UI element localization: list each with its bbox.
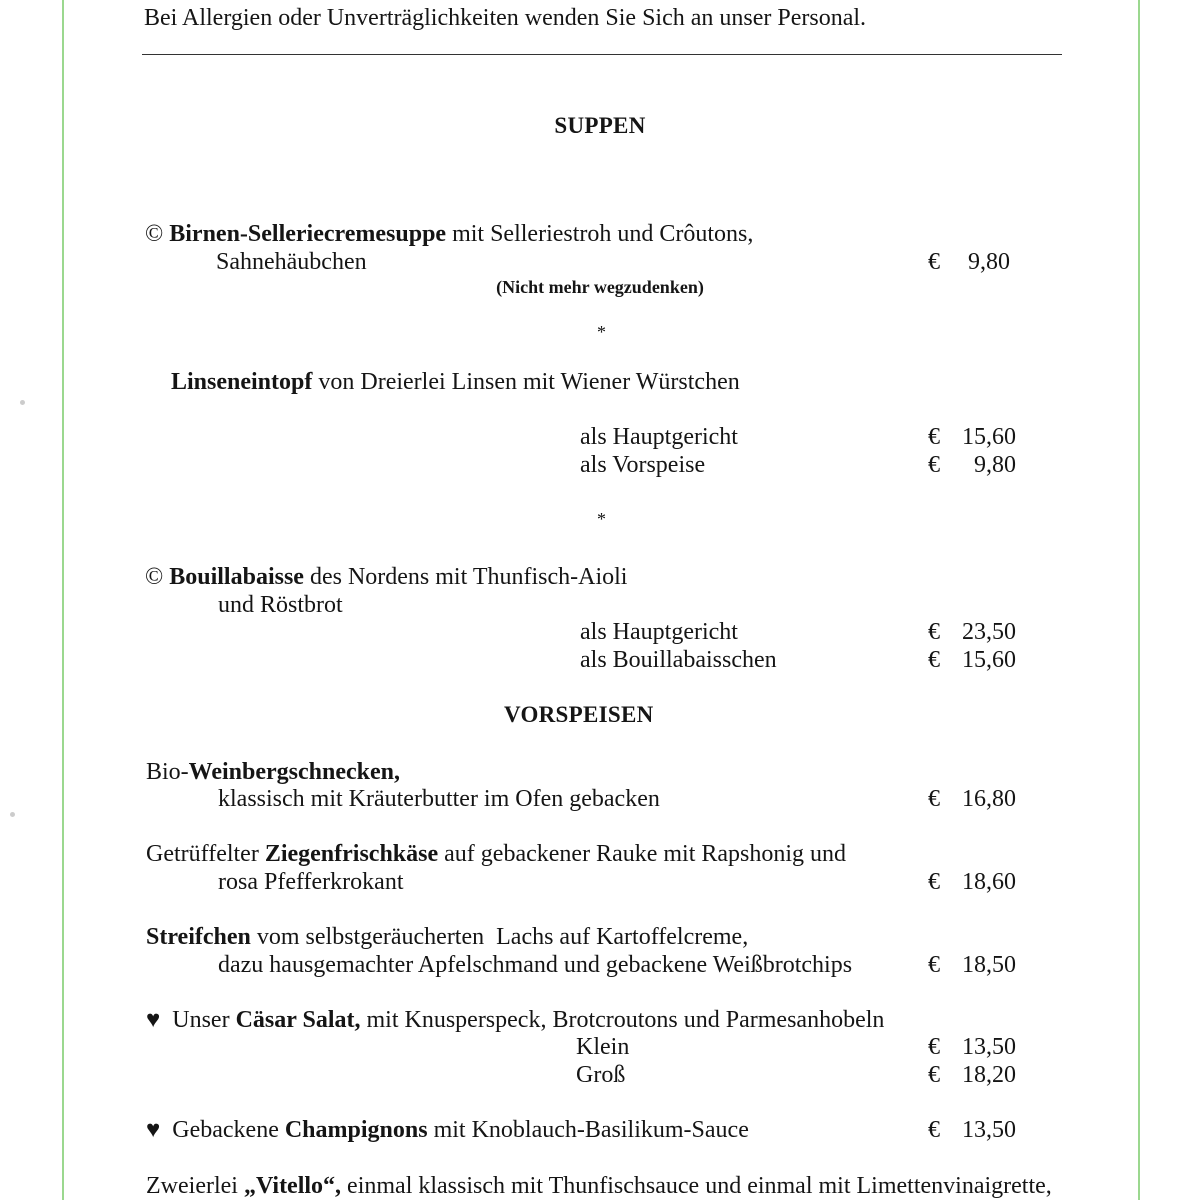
- price-streifchen: 18,50: [962, 952, 1016, 978]
- item-prefix: Bio-: [146, 759, 189, 785]
- item-name: Bouillabaisse: [169, 564, 304, 590]
- item-description: von Dreierlei Linsen mit Wiener Würstchen: [312, 369, 740, 395]
- item-description: auf gebackener Rauke mit Rapshonig und: [438, 841, 847, 867]
- price-bouilla-klein: 15,60: [962, 647, 1016, 673]
- euro-sign: €: [928, 452, 940, 478]
- price-caesar-klein: 13,50: [962, 1034, 1016, 1060]
- menu-item-birnen-line2: Sahnehäubchen: [216, 249, 367, 275]
- option-label: Klein: [576, 1034, 630, 1060]
- section-heading-vorspeisen: VORSPEISEN: [504, 702, 654, 727]
- separator-star: *: [597, 509, 606, 529]
- price-ziegen: 18,60: [962, 869, 1016, 895]
- item-description: einmal klassisch mit Thunfischsauce und einmal mit Limettenvinaigrette,: [341, 1173, 1052, 1199]
- euro-sign: €: [928, 1117, 940, 1143]
- item-prefix: Gebackene: [172, 1117, 285, 1143]
- price-linsen-vor: 9,80: [974, 452, 1016, 478]
- item-name: Weinbergschnecken,: [188, 759, 401, 785]
- menu-item-champ-line1: [146, 1118, 749, 1142]
- euro-sign: €: [928, 424, 940, 450]
- price-schnecken: 16,80: [962, 786, 1016, 812]
- divider-line: [142, 54, 1062, 55]
- euro-sign: €: [928, 952, 940, 978]
- menu-item-ziegen-line1: [146, 842, 846, 866]
- menu-item-birnen-line1: [145, 222, 753, 246]
- item-name: Birnen-Selleriecremesuppe: [169, 221, 447, 247]
- item-description: mit Knusperspeck, Brotcroutons und Parmesanhobeln: [360, 1007, 885, 1033]
- menu-item-schnecken-line2: klassisch mit Kräuterbutter im Ofen gebacken: [218, 786, 660, 812]
- item-name: Cäsar Salat,: [235, 1007, 361, 1033]
- price-caesar-gross: 18,20: [962, 1062, 1016, 1088]
- menu-item-schnecken-line1: [146, 760, 400, 784]
- menu-border-right: [1138, 0, 1140, 1200]
- item-name: Linseneintopf: [171, 369, 313, 395]
- menu-item-bouilla-line2: und Röstbrot: [218, 592, 343, 618]
- item-note: (Nicht mehr wegzudenken): [496, 277, 704, 297]
- item-prefix: Getrüffelter: [146, 841, 265, 867]
- price-champ: 13,50: [962, 1117, 1016, 1143]
- euro-sign: €: [928, 647, 940, 673]
- euro-sign: €: [928, 869, 940, 895]
- menu-item-vitello-line1: [146, 1174, 1052, 1198]
- scan-speck: [10, 812, 15, 817]
- item-name: Ziegenfrischkäse: [264, 841, 439, 867]
- copyright-symbol: ©: [145, 221, 164, 247]
- separator-star: *: [597, 322, 606, 342]
- heart-icon: ♥: [146, 1007, 161, 1033]
- item-name: „Vitello“,: [243, 1173, 342, 1199]
- item-name: Streifchen: [146, 924, 251, 950]
- option-label: als Hauptgericht: [580, 424, 738, 450]
- heart-icon: ♥: [146, 1117, 161, 1143]
- menu-item-ziegen-line2: rosa Pfefferkrokant: [218, 869, 404, 895]
- menu-item-linsen-line1: [171, 370, 740, 394]
- item-prefix: Zweierlei: [146, 1173, 244, 1199]
- euro-sign: €: [928, 249, 940, 275]
- euro-sign: €: [928, 1062, 940, 1088]
- option-label: Groß: [576, 1062, 626, 1088]
- item-description: mit Knoblauch-Basilikum-Sauce: [427, 1117, 749, 1143]
- option-label: als Bouillabaisschen: [580, 647, 777, 673]
- euro-sign: €: [928, 786, 940, 812]
- price-linsen-haupt: 15,60: [962, 424, 1016, 450]
- price-bouilla-haupt: 23,50: [962, 619, 1016, 645]
- menu-item-caesar-line1: [146, 1008, 884, 1032]
- item-description: vom selbstgeräucherten Lachs auf Kartoffelcreme,: [250, 924, 749, 950]
- scan-speck: [20, 400, 25, 405]
- item-name: Champignons: [284, 1117, 428, 1143]
- menu-border-left: [62, 0, 64, 1200]
- euro-sign: €: [928, 619, 940, 645]
- allergy-notice: Bei Allergien oder Unverträglichkeiten wenden Sie Sich an unser Personal.: [144, 5, 867, 31]
- menu-item-streifchen-line2: dazu hausgemachter Apfelschmand und gebackene Weißbrotchips: [218, 952, 853, 978]
- section-heading-suppen: SUPPEN: [554, 113, 646, 138]
- menu-item-streifchen-line1: [146, 925, 748, 949]
- item-description: des Nordens mit Thunfisch-Aioli: [303, 564, 628, 590]
- copyright-symbol: ©: [145, 564, 164, 590]
- euro-sign: €: [928, 1034, 940, 1060]
- item-prefix: Unser: [172, 1007, 236, 1033]
- item-description: mit Selleriestroh und Crôutons,: [446, 221, 754, 247]
- price-birnen: 9,80: [968, 249, 1010, 275]
- menu-item-bouilla-line1: [145, 565, 627, 589]
- option-label: als Hauptgericht: [580, 619, 738, 645]
- option-label: als Vorspeise: [580, 452, 706, 478]
